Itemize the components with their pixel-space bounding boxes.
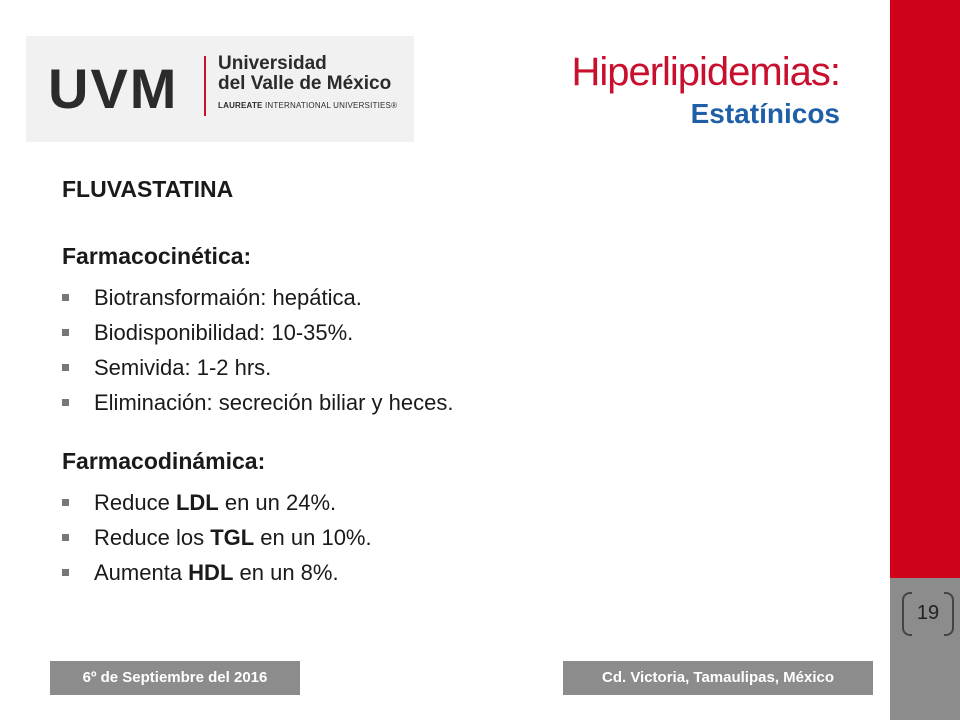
list-item (62, 280, 862, 315)
list-item-text: Eliminación: secreción biliar y heces. (94, 390, 454, 415)
pharmacodynamics-list (62, 485, 862, 590)
laureate-tagline (218, 101, 397, 110)
laureate-tagline-rest: INTERNATIONAL UNIVERSITIES® (262, 101, 398, 110)
list-item-text: Biodisponibilidad: 10-35%. (94, 320, 354, 345)
slide-subtitle: Estatínicos (690, 98, 840, 129)
bullet-square-icon (62, 329, 69, 336)
right-bracket-icon (944, 592, 954, 636)
footer-date: 6º de Septiembre del 2016 (50, 661, 300, 695)
drug-name: FLUVASTATINA (62, 176, 234, 202)
list-item: Reduce los TGL en un 10%. (62, 520, 862, 555)
university-logo (26, 36, 414, 142)
bullet-square-icon (62, 364, 69, 371)
list-item: Aumenta HDL en un 8%. (62, 555, 862, 590)
university-name (218, 54, 391, 94)
slide-content (62, 176, 862, 590)
bullet-square-icon (62, 499, 69, 506)
list-item: Reduce LDL en un 24%. (62, 485, 862, 520)
footer-location: Cd. Victoria, Tamaulipas, México (563, 661, 873, 695)
university-name-line2: del Valle de México (218, 73, 392, 94)
pharmacokinetics-list (62, 280, 862, 420)
pharmacodynamics-heading: Farmacodinámica: (62, 448, 266, 474)
slide-title: Hiperlipidemias: (571, 50, 840, 94)
uvm-logo-text: UVM (48, 62, 179, 112)
laureate-tagline-bold: LAUREATE (218, 101, 263, 110)
lipid-term: LDL (175, 490, 219, 515)
lipid-term: TGL (210, 525, 255, 550)
page-number-badge (902, 592, 954, 634)
list-item-text: Biotransformaión: hepática. (94, 285, 362, 310)
uvm-logo-icon (48, 62, 196, 112)
list-item (62, 385, 862, 420)
bullet-square-icon (62, 534, 69, 541)
accent-sidebar (890, 0, 960, 578)
bullet-square-icon (62, 294, 69, 301)
list-item (62, 350, 862, 385)
bullet-square-icon (62, 569, 69, 576)
bullet-square-icon (62, 399, 69, 406)
list-item (62, 315, 862, 350)
lipid-term: HDL (188, 560, 234, 585)
pharmacokinetics-heading: Farmacocinética: (62, 243, 252, 269)
university-name-line1: Universidad (218, 53, 327, 74)
logo-divider (204, 56, 206, 116)
list-item-text: Semivida: 1-2 hrs. (94, 355, 272, 380)
page-number: 19 (916, 602, 940, 624)
